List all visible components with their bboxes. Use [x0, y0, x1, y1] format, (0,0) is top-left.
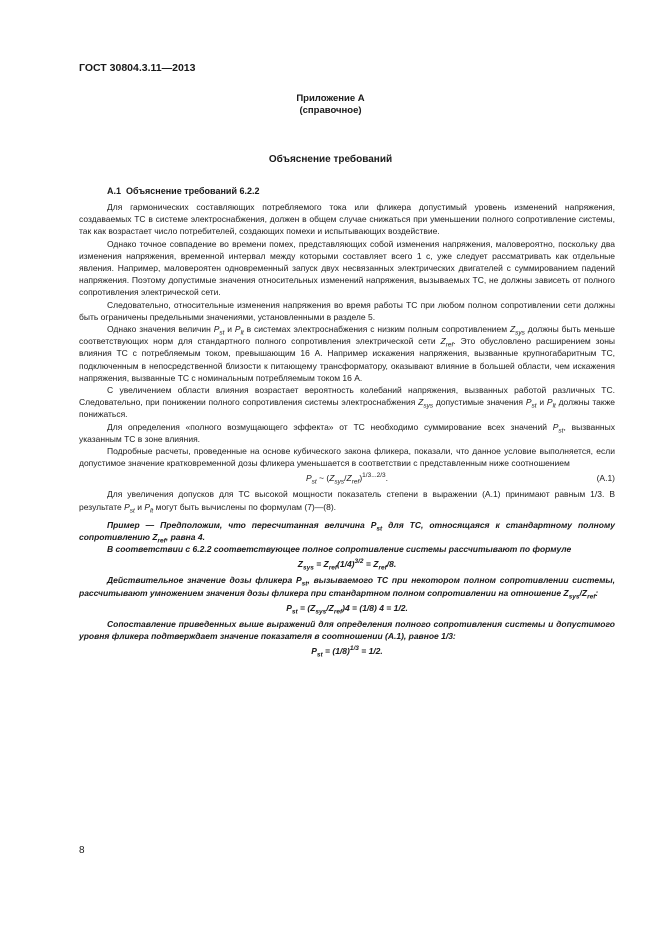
- section-heading: Объяснение требований: [268, 154, 393, 165]
- paragraph: Подробные расчеты, проведенные на основе кубического закона фликера, показали, что данное условие выполняется, если допустимое значение кратковременной дозы фликера уменьшается в соответствии с представленным ниже соотношением: [79, 446, 615, 469]
- document-code: ГОСТ 30804.3.11—2013: [79, 62, 196, 74]
- page-number: 8: [79, 845, 85, 856]
- formula-zsys: $Z_{sys} = Z_{ref}(1/4)^{3/2} = Z_{ref}/8$.: [297, 558, 397, 573]
- example-paragraph: Сопоставление приведенных выше выражений для определения полного сопротивления системы и допустимого уровня фликера подтверждает значение показателя в соотношении (А.1), равное 1/3:: [79, 618, 615, 642]
- annex-title: Приложение А: [296, 93, 365, 104]
- paragraph: Следовательно, относительные изменения напряжения во время работы ТС при любом полном сопротивлении сети должны быть ограничены предельными значениями, установленными в разделе 5.: [79, 299, 615, 322]
- subsection-title: Объяснение требований 6.2.2: [126, 186, 260, 196]
- paragraph: Для определения «полного возмущающего эффекта» от ТС необходимо суммирование всех значений $P_{st}$, вызванных указанным ТС в зоне влияния.: [79, 421, 615, 444]
- formula-a1: $P_{st}$ ~ $(Z_{sys}/Z_{ref})^{1/3...2/3}$. (А.1): [305, 472, 615, 487]
- paragraph: Для гармонических составляющих потребляемого тока или фликера допустимый уровень изменений напряжения, создаваемых ТС в системе электроснабжения, должен в общем случае снижаться при уменьшении полного сопротивление системы, так как возрастает число потребителей, создающих помехи и испытывающих воздействие.: [79, 202, 615, 237]
- formula-number: (А.1): [596, 473, 615, 484]
- paragraph: Для увеличения допусков для ТС высокой мощности показатель степени в выражении (А.1) принимают равным 1/3. В результате $P_{st}$ и $P_{lt}$ могут быть вычислены по формулам (7)—(8).: [79, 489, 615, 515]
- example-paragraph: В соответствии с 6.2.2 соответствующее полное сопротивление системы рассчитывают по формуле: [107, 544, 572, 555]
- paragraph: Однако значения величин $P_{st}$ и $P_{lt}$ в системах электроснабжения с низким полным сопротивлением $Z_{sys}$ должны быть меньше соответствующих норм для стандартного полного сопротивления электрической сети $Z_{ref}$. Это обусловлено расширением зоны влияния ТС с потребляемым током, превышающим 16 А. Например искажения напряжения, вызванные крупногабаритным ТС, подключенным в непосредственной близости к питающему трансформатору, оказывают влияние в большей области, чем искажения напряжения, вызванные ТС с номинальным потребляемым током 16 А.: [79, 324, 615, 383]
- subsection-number: А.1: [107, 186, 122, 196]
- formula-pst: $P_{st} = (Z_{sys}/Z_{ref})4 = (1/8) 4 = 1/2$.: [286, 602, 408, 616]
- subsection-heading: [107, 186, 260, 196]
- example-paragraph: Действительное значение дозы фликера $P_{st}$, вызываемого ТС при некотором полном сопротивлении системы, рассчитывают умножением значения дозы фликера при стандартном полном сопротивлении на отношение $Z_{sys}/Z_{ref}$:: [79, 575, 616, 601]
- annex-subtitle: (справочное): [299, 105, 362, 116]
- paragraph: Однако точное совпадение во времени помех, представляющих собой изменения напряжения, маловероятно, поскольку два изменения напряжения, временной интервал между которыми составляет всего 1 с, уже следует рассматривать как отдельные явления. Например, маловероятен одновременный запуск двух несвязанных электрических двигателей с суммированием падений напряжения. Поэтому допустимые значения относительных изменений напряжения, вызываемых ТС, не должны зависеть от полного сопротивления электрической сети.: [79, 238, 615, 298]
- paragraph: С увеличением области влияния возрастает вероятность колебаний напряжения, вызванных работой различных ТС. Следовательно, при понижении полного сопротивления системы электроснабжения $Z_{sys}$ допустимые значения $P_{st}$ и $P_{lt}$ должны также понижаться.: [79, 385, 615, 420]
- formula-pst-result: $P_{st} = (1/8)^{1/3} = 1/2$.: [311, 645, 383, 659]
- body-text: [79, 201, 615, 661]
- example-paragraph: Пример — Предположим, что пересчитанная величина $P_{st}$ для ТС, относящаяся к стандартному полному сопротивлению $Z_{ref}$, равна 4.: [79, 519, 616, 545]
